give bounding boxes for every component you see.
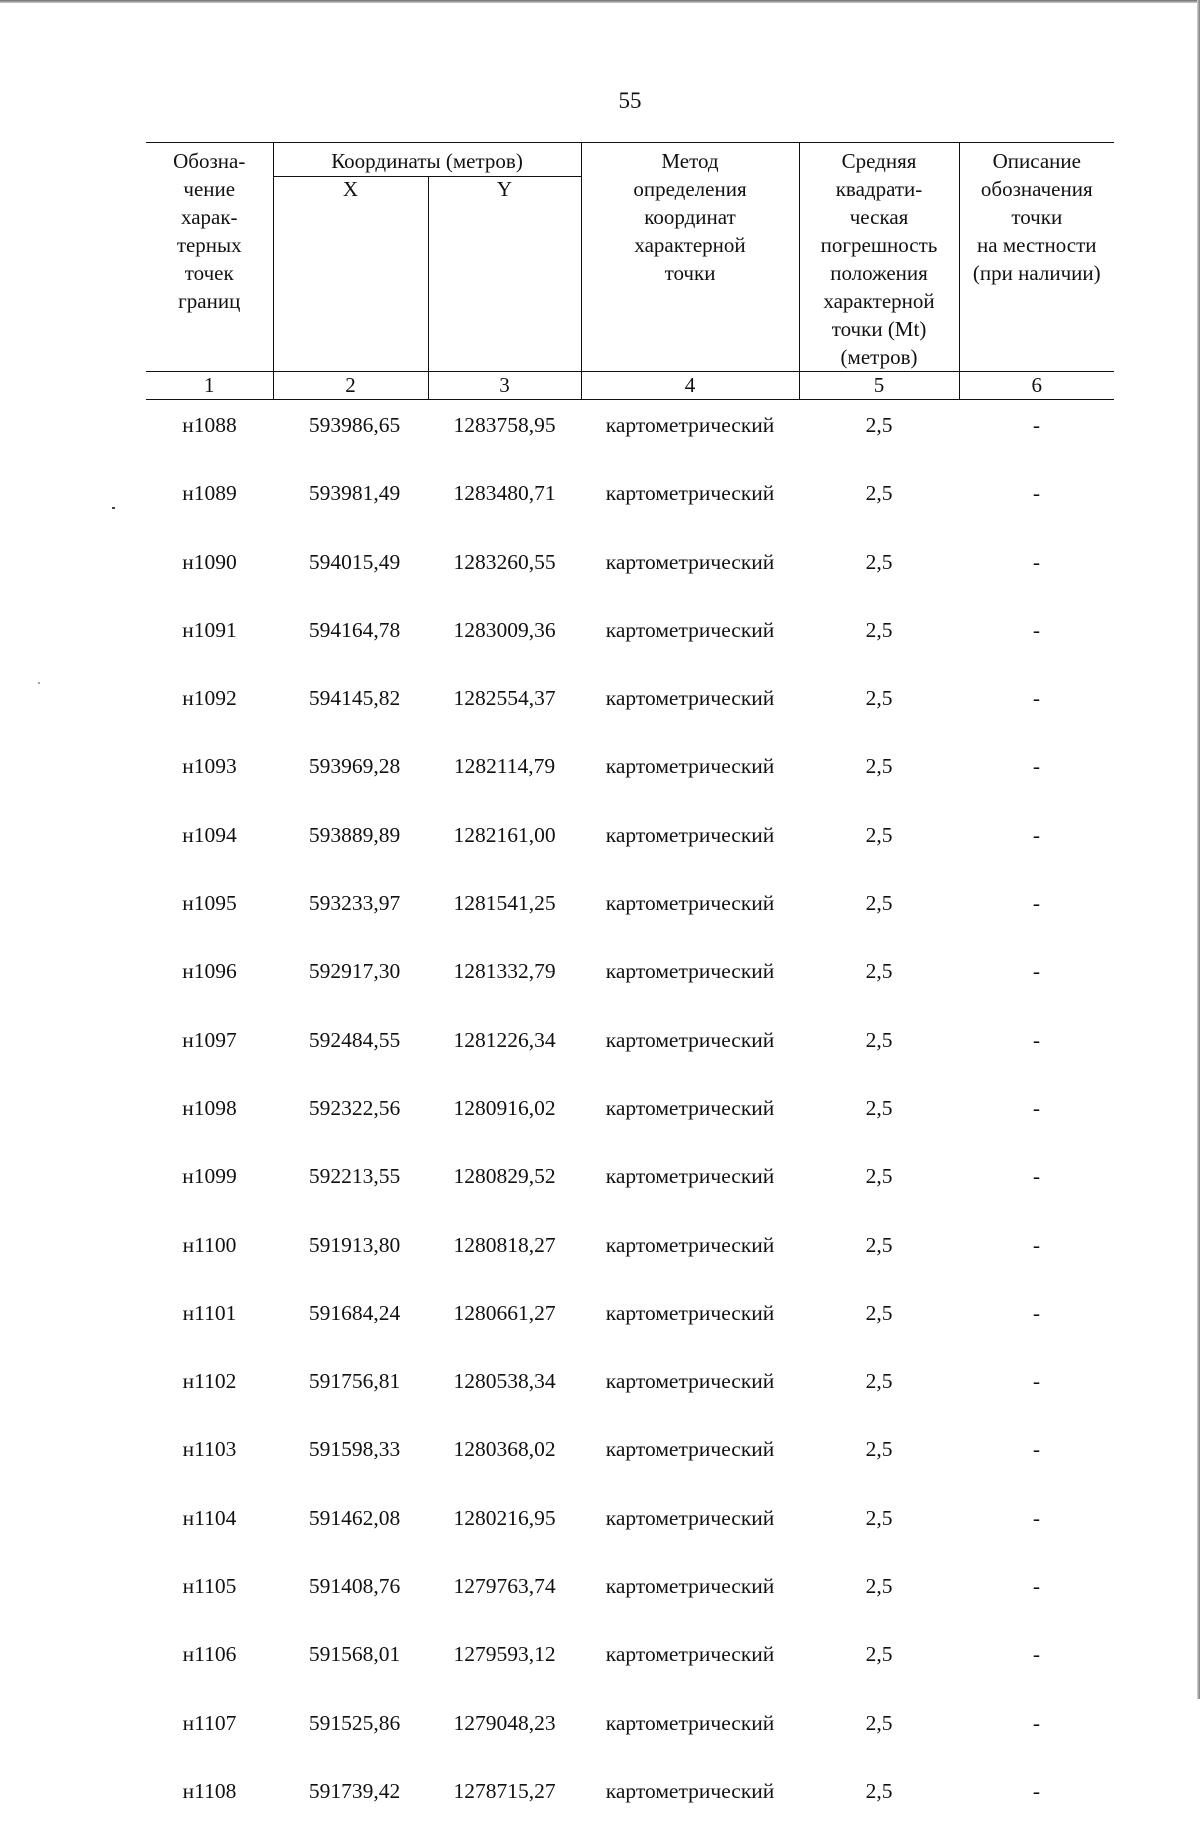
cell-x: 594164,78 xyxy=(308,617,401,642)
cell-x: 593986,65 xyxy=(308,413,401,437)
cell-method: картометрический xyxy=(605,413,775,437)
cell-y: 1281541,25 xyxy=(453,891,556,916)
table-row xyxy=(146,1151,1114,1219)
header-line: Метод xyxy=(661,149,719,173)
cell-method: картометрический xyxy=(605,1095,775,1120)
table-row xyxy=(146,537,1114,605)
cell-description: - xyxy=(1032,1437,1041,1462)
header-coordinates: Координаты (метров) xyxy=(273,143,581,177)
table-row xyxy=(146,1015,1114,1083)
cell-point: н1092 xyxy=(182,686,237,711)
cell-x: 591598,33 xyxy=(308,1437,401,1462)
cell-description: - xyxy=(1032,549,1041,574)
cell-description: - xyxy=(1032,1232,1041,1257)
cell-error: 2,5 xyxy=(865,1027,893,1052)
column-number-row xyxy=(146,372,1114,400)
cell-y: 1283009,36 xyxy=(453,617,556,642)
cell-method: картометрический xyxy=(605,481,775,506)
cell-point: н1108 xyxy=(182,1778,237,1803)
cell-point: н1091 xyxy=(182,617,237,642)
table-row xyxy=(146,1629,1114,1697)
cell-point: н1095 xyxy=(182,891,237,916)
header-y: Y xyxy=(428,177,581,372)
header-line: квадрати- xyxy=(835,177,923,201)
column-number: 3 xyxy=(428,372,581,400)
cell-point: н1089 xyxy=(182,481,237,506)
cell-point: н1100 xyxy=(182,1232,237,1257)
header-line: определения xyxy=(633,177,747,201)
cell-error: 2,5 xyxy=(865,481,893,506)
header-line: харак- xyxy=(180,205,238,229)
cell-method: картометрический xyxy=(605,754,775,779)
cell-description: - xyxy=(1032,959,1041,984)
table-row xyxy=(146,605,1114,673)
cell-x: 591913,80 xyxy=(308,1232,401,1257)
header-line: (метров) xyxy=(840,345,918,369)
cell-description: - xyxy=(1032,413,1041,437)
cell-point: н1094 xyxy=(182,822,237,847)
cell-description: - xyxy=(1032,1642,1041,1667)
cell-error: 2,5 xyxy=(865,1710,893,1735)
cell-point: н1107 xyxy=(182,1710,237,1735)
cell-description: - xyxy=(1032,1574,1041,1599)
cell-method: картометрический xyxy=(605,822,775,847)
cell-description: - xyxy=(1032,822,1041,847)
column-number: 1 xyxy=(146,372,273,400)
cell-y: 1280916,02 xyxy=(453,1095,556,1120)
cell-description: - xyxy=(1032,1778,1041,1803)
cell-method: картометрический xyxy=(605,1642,775,1667)
table-row xyxy=(146,878,1114,946)
cell-point: н1102 xyxy=(182,1369,237,1394)
cell-x: 592484,55 xyxy=(308,1027,401,1052)
cell-description: - xyxy=(1032,1027,1041,1052)
cell-description: - xyxy=(1032,1300,1041,1325)
table-row xyxy=(146,1766,1114,1834)
table-row xyxy=(146,810,1114,878)
header-error xyxy=(799,143,959,372)
header-line: точки (Mt) xyxy=(831,317,927,341)
header-line: точек xyxy=(184,261,234,285)
cell-y: 1281332,79 xyxy=(453,959,556,984)
header-line: характерной xyxy=(634,233,746,257)
cell-point: н1105 xyxy=(182,1574,237,1599)
cell-method: картометрический xyxy=(605,1574,775,1599)
cell-error: 2,5 xyxy=(865,1505,893,1530)
cell-error: 2,5 xyxy=(865,1164,893,1189)
cell-description: - xyxy=(1032,1710,1041,1735)
cell-error: 2,5 xyxy=(865,1095,893,1120)
table-row xyxy=(146,1493,1114,1561)
header-line: на местности xyxy=(977,233,1097,257)
scan-edge-top xyxy=(0,0,1200,3)
header-line: ческая xyxy=(849,205,909,229)
header-line: положения xyxy=(830,261,928,285)
table-row xyxy=(146,1288,1114,1356)
table-row xyxy=(146,1698,1114,1766)
cell-error: 2,5 xyxy=(865,891,893,916)
cell-method: картометрический xyxy=(605,1710,775,1735)
header-line: Описание xyxy=(992,149,1081,173)
header-line: обозначения xyxy=(980,177,1093,201)
column-number: 6 xyxy=(959,372,1114,400)
cell-method: картометрический xyxy=(605,549,775,574)
cell-y: 1280829,52 xyxy=(453,1164,556,1189)
cell-error: 2,5 xyxy=(865,822,893,847)
column-number: 4 xyxy=(581,372,799,400)
scan-speck xyxy=(38,682,40,684)
column-number: 5 xyxy=(799,372,959,400)
cell-x: 592213,55 xyxy=(308,1164,401,1189)
cell-point: н1106 xyxy=(182,1642,237,1667)
table-row xyxy=(146,1561,1114,1629)
cell-x: 592917,30 xyxy=(308,959,401,984)
cell-y: 1280368,02 xyxy=(453,1437,556,1462)
cell-x: 593981,49 xyxy=(308,481,401,506)
cell-description: - xyxy=(1032,617,1041,642)
cell-method: картометрический xyxy=(605,1164,775,1189)
cell-x: 591525,86 xyxy=(308,1710,401,1735)
cell-error: 2,5 xyxy=(865,413,893,437)
cell-error: 2,5 xyxy=(865,1642,893,1667)
cell-point: н1104 xyxy=(182,1505,237,1530)
cell-y: 1282554,37 xyxy=(453,686,556,711)
cell-point: н1101 xyxy=(182,1300,237,1325)
table-row xyxy=(146,1220,1114,1288)
table-row xyxy=(146,1424,1114,1492)
cell-y: 1280661,27 xyxy=(453,1300,556,1325)
cell-x: 591684,24 xyxy=(308,1300,401,1325)
cell-error: 2,5 xyxy=(865,1778,893,1803)
table-row xyxy=(146,741,1114,809)
header-line: точки xyxy=(1011,205,1063,229)
cell-point: н1096 xyxy=(182,959,237,984)
cell-y: 1283480,71 xyxy=(453,481,556,506)
cell-y: 1280216,95 xyxy=(453,1505,556,1530)
cell-description: - xyxy=(1032,1505,1041,1530)
cell-y: 1281226,34 xyxy=(453,1027,556,1052)
cell-y: 1280538,34 xyxy=(453,1369,556,1394)
cell-y: 1279593,12 xyxy=(453,1642,556,1667)
cell-y: 1279763,74 xyxy=(453,1574,556,1599)
cell-method: картометрический xyxy=(605,1027,775,1052)
cell-method: картометрический xyxy=(605,1369,775,1394)
cell-point: н1090 xyxy=(182,549,237,574)
cell-x: 591756,81 xyxy=(308,1369,401,1394)
cell-method: картометрический xyxy=(605,1300,775,1325)
cell-method: картометрический xyxy=(605,959,775,984)
cell-description: - xyxy=(1032,686,1041,711)
cell-y: 1283758,95 xyxy=(453,413,556,437)
scan-speck xyxy=(112,507,115,509)
cell-x: 593889,89 xyxy=(308,822,401,847)
cell-method: картометрический xyxy=(605,1437,775,1462)
cell-y: 1283260,55 xyxy=(453,549,556,574)
cell-point: н1093 xyxy=(182,754,237,779)
cell-error: 2,5 xyxy=(865,1437,893,1462)
cell-description: - xyxy=(1032,481,1041,506)
header-line: (при наличии) xyxy=(972,261,1101,285)
cell-error: 2,5 xyxy=(865,1232,893,1257)
cell-x: 594015,49 xyxy=(308,549,401,574)
cell-error: 2,5 xyxy=(865,754,893,779)
cell-method: картометрический xyxy=(605,1232,775,1257)
cell-point: н1088 xyxy=(182,413,237,437)
cell-description: - xyxy=(1032,891,1041,916)
header-line: точки xyxy=(664,261,716,285)
cell-error: 2,5 xyxy=(865,617,893,642)
cell-point: н1099 xyxy=(182,1164,237,1189)
cell-x: 592322,56 xyxy=(308,1095,401,1120)
header-line: чение xyxy=(183,177,236,201)
header-point-designation xyxy=(146,143,273,372)
cell-error: 2,5 xyxy=(865,1300,893,1325)
cell-method: картометрический xyxy=(605,891,775,916)
cell-y: 1282161,00 xyxy=(453,822,556,847)
header-line: погрешность xyxy=(820,233,938,257)
cell-method: картометрический xyxy=(605,686,775,711)
cell-method: картометрический xyxy=(605,1505,775,1530)
table-row xyxy=(146,1356,1114,1424)
cell-y: 1280818,27 xyxy=(453,1232,556,1257)
header-line: терных xyxy=(176,233,242,257)
cell-error: 2,5 xyxy=(865,1574,893,1599)
table-row xyxy=(146,468,1114,536)
cell-point: н1103 xyxy=(182,1437,237,1462)
header-method xyxy=(581,143,799,372)
header-line: координат xyxy=(644,205,736,229)
cell-description: - xyxy=(1032,1164,1041,1189)
cell-x: 591568,01 xyxy=(308,1642,401,1667)
cell-y: 1278715,27 xyxy=(453,1778,556,1803)
table-row xyxy=(146,673,1114,741)
cell-error: 2,5 xyxy=(865,959,893,984)
header-line: характерной xyxy=(823,289,935,313)
cell-description: - xyxy=(1032,1095,1041,1120)
cell-y: 1279048,23 xyxy=(453,1710,556,1735)
cell-point: н1098 xyxy=(182,1095,237,1120)
cell-y: 1282114,79 xyxy=(453,754,556,779)
header-description xyxy=(959,143,1114,372)
header-row xyxy=(146,143,1114,177)
cell-x: 591739,42 xyxy=(308,1778,401,1803)
cell-point: н1097 xyxy=(182,1027,237,1052)
page-number: 55 xyxy=(618,88,642,113)
cell-x: 594145,82 xyxy=(308,686,401,711)
cell-x: 593969,28 xyxy=(308,754,401,779)
table-row xyxy=(146,400,1114,469)
column-number: 2 xyxy=(273,372,428,400)
cell-error: 2,5 xyxy=(865,1369,893,1394)
table-row xyxy=(146,1083,1114,1151)
boundary-points-table xyxy=(146,142,1114,1834)
cell-description: - xyxy=(1032,1369,1041,1394)
cell-x: 593233,97 xyxy=(308,891,401,916)
header-line: Средняя xyxy=(841,149,917,173)
cell-error: 2,5 xyxy=(865,686,893,711)
cell-x: 591462,08 xyxy=(308,1505,401,1530)
table-row xyxy=(146,946,1114,1014)
cell-error: 2,5 xyxy=(865,549,893,574)
header-x: X xyxy=(273,177,428,372)
header-line: границ xyxy=(178,289,241,313)
cell-method: картометрический xyxy=(605,1778,775,1803)
cell-description: - xyxy=(1032,754,1041,779)
cell-x: 591408,76 xyxy=(308,1574,401,1599)
cell-method: картометрический xyxy=(605,617,775,642)
header-line: Обозна- xyxy=(173,149,246,173)
